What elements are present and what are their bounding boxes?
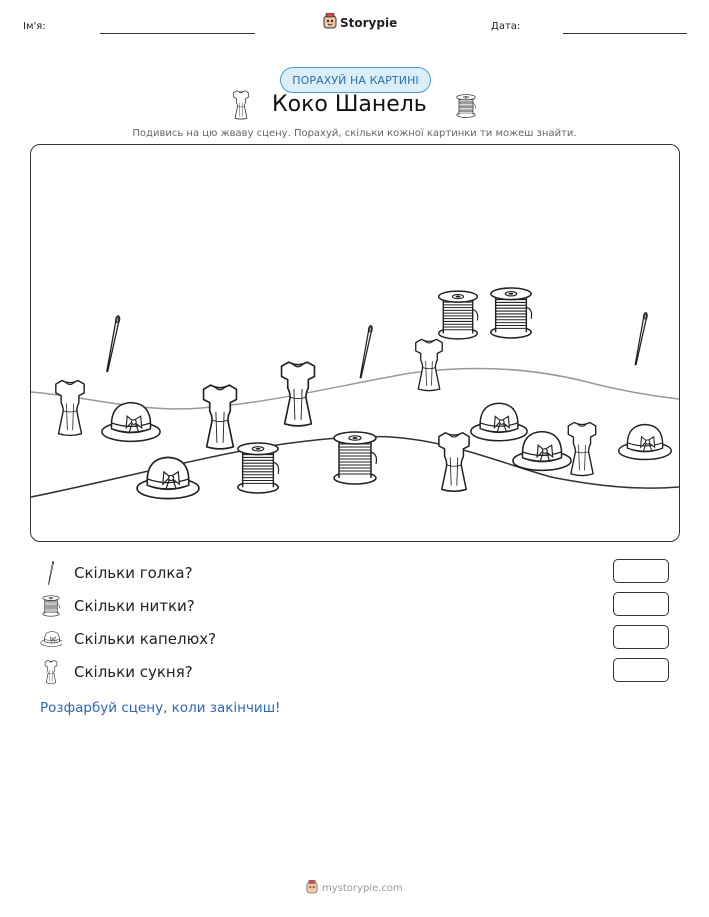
dress-icon (56, 381, 84, 436)
question-needle (40, 560, 193, 586)
dress-icon (568, 422, 595, 475)
page-title: Коко Шанель (272, 92, 427, 117)
hat-icon (40, 626, 62, 652)
question-text: Скільки сукня? (74, 663, 193, 681)
hat-icon (619, 425, 672, 460)
coloring-note: Розфарбуй сцену, коли закінчиш! (40, 700, 281, 716)
dress-icon (40, 659, 62, 685)
date-label: Дата: (491, 21, 521, 32)
question-spool (40, 593, 195, 619)
question-dress (40, 659, 193, 685)
question-text: Скільки капелюх? (74, 630, 217, 648)
name-label: Ім'я: (23, 21, 46, 32)
answer-box-spool[interactable] (613, 592, 669, 616)
storypie-logo (323, 13, 397, 33)
spool-icon (491, 288, 532, 338)
spool-icon (455, 93, 477, 123)
dress-icon (282, 362, 315, 426)
hat-icon (137, 457, 199, 498)
instructions: Подивись на цю жваву сцену. Порахуй, скільки кожної картинки ти можеш знайти. (132, 128, 577, 139)
date-line[interactable] (563, 33, 687, 34)
spool-icon (334, 432, 376, 484)
activity-badge: ПОРАХУЙ НА КАРТИНІ (280, 67, 431, 93)
dress-icon (204, 385, 237, 449)
spool-icon (40, 593, 62, 619)
hat-icon (471, 403, 527, 441)
dress-icon (231, 89, 251, 125)
answer-box-hat[interactable] (613, 625, 669, 649)
answer-box-needle[interactable] (613, 559, 669, 583)
spool-icon (238, 443, 279, 493)
storypie-mascot-icon (306, 879, 318, 898)
dress-icon (416, 339, 443, 390)
needle-icon (40, 560, 62, 586)
question-hat (40, 626, 216, 652)
dress-icon (439, 433, 469, 491)
needle-icon (635, 312, 647, 364)
footer (306, 879, 403, 898)
counting-scene (30, 144, 680, 542)
storypie-logo-text: Storypie (340, 16, 398, 30)
storypie-mascot-icon (323, 13, 337, 33)
name-line[interactable] (100, 33, 255, 34)
question-text: Скільки голка? (74, 564, 193, 582)
question-text: Скільки нитки? (74, 597, 195, 615)
answer-box-dress[interactable] (613, 658, 669, 682)
needle-icon (107, 316, 120, 372)
spool-icon (439, 291, 478, 339)
footer-url[interactable]: mystorypie.com (322, 883, 403, 894)
needle-icon (360, 325, 372, 377)
